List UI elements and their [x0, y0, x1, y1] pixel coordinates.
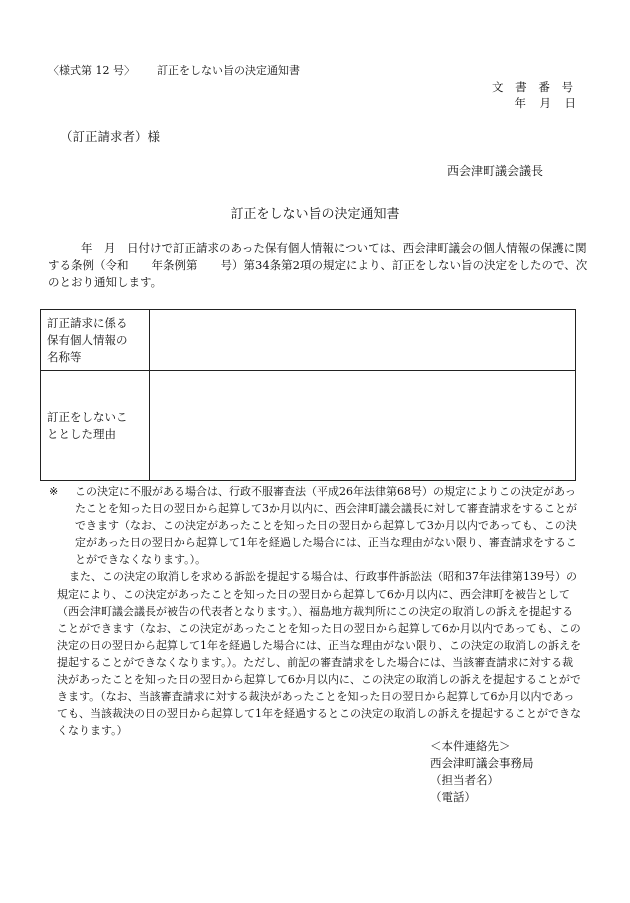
document-date: 年 月 日 [514, 96, 577, 110]
sender: 西会津町議会議長 [447, 164, 544, 178]
contact-block [430, 738, 534, 806]
table-row [41, 371, 576, 481]
note-1 [49, 483, 583, 568]
form-name: 訂正をしない旨の決定通知書 [157, 64, 300, 77]
contact-office: 西会津町議会事務局 [430, 756, 534, 770]
notes-section [49, 483, 583, 739]
contact-person: （担当者名） [430, 773, 499, 787]
row1-value-cell[interactable] [150, 310, 576, 371]
row1-label-line: 名称等 [47, 349, 82, 364]
form-number: 〈様式第 12 号〉 [48, 64, 135, 77]
row2-label-line: 訂正をしないこ [47, 409, 128, 424]
info-table [40, 309, 576, 481]
row2-label-line: ととした理由 [47, 426, 116, 441]
note-1-text: この決定に不服がある場合は、行政不服審査法（平成26年法律第68号）の規定によりこの決定があったことを知った日の翌日から起算して3か月以内に、西会津町議会議長に対して審査請求をすることができます（なお、この決定があったことを知った日の翌日から起算して3か月以内であっても、この決定があった日の翌日から起算して1年を経過した場合には、正当な理由がない限り、審査請求をすることができなくなります。）。 [75, 485, 577, 567]
contact-phone: （電話） [430, 790, 476, 804]
note-2: また、この決定の取消しを求める訴訟を提起する場合は、行政事件訴訟法（昭和37年法律第139号）の規定により、この決定があったことを知った日の翌日から起算して6か月以内に、西会津町を被告として（西会津町議会議長が被告の代表者となります。）、福島地方裁判所にこの決定の取消しの訴えを提起することができます（なお、この決定があったことを知った日の翌日から起算して6か月以内であっても、この決定の日の翌日から起算して1年を経過した場合には、正当な理由がない限り、この決定の取消しの訴えを提起することができなくなります。）。ただし、前記の審査請求をした場合には、当該審査請求に対する裁決があったことを知った日の翌日から起算して6か月以内に、この決定の取消しの訴えを提起することができます。（なお、当該審査請求に対する裁決があったことを知った日の翌日から起算して6か月以内であっても、当該裁決の日の翌日から起算して1年を経過するとこの決定の取消しの訴えを提起することができなくなります。） [57, 570, 581, 738]
row2-label [41, 371, 150, 481]
note-mark: ※ [49, 485, 59, 498]
table-row [41, 310, 576, 371]
row1-label [41, 310, 150, 371]
row2-value-cell[interactable] [150, 371, 576, 481]
document-title: 訂正をしない旨の決定通知書 [230, 207, 400, 222]
recipient: （訂正請求者）様 [60, 129, 161, 144]
body-paragraph: 年 月 日付けで訂正請求のあった保有個人情報については、西会津町議会の個人情報の保護に関する条例（令和 年条例第 号）第34条第2項の規定により、訂正をしない旨の決定をしたので、次のとおり通知します。 [48, 241, 588, 289]
form-label [48, 62, 300, 78]
document-number: 文 書 番 号 [492, 80, 577, 94]
contact-heading: ＜本件連絡先＞ [430, 739, 511, 753]
row1-label-line: 訂正請求に係る [47, 315, 128, 330]
row1-label-line: 保有個人情報の [47, 332, 128, 347]
